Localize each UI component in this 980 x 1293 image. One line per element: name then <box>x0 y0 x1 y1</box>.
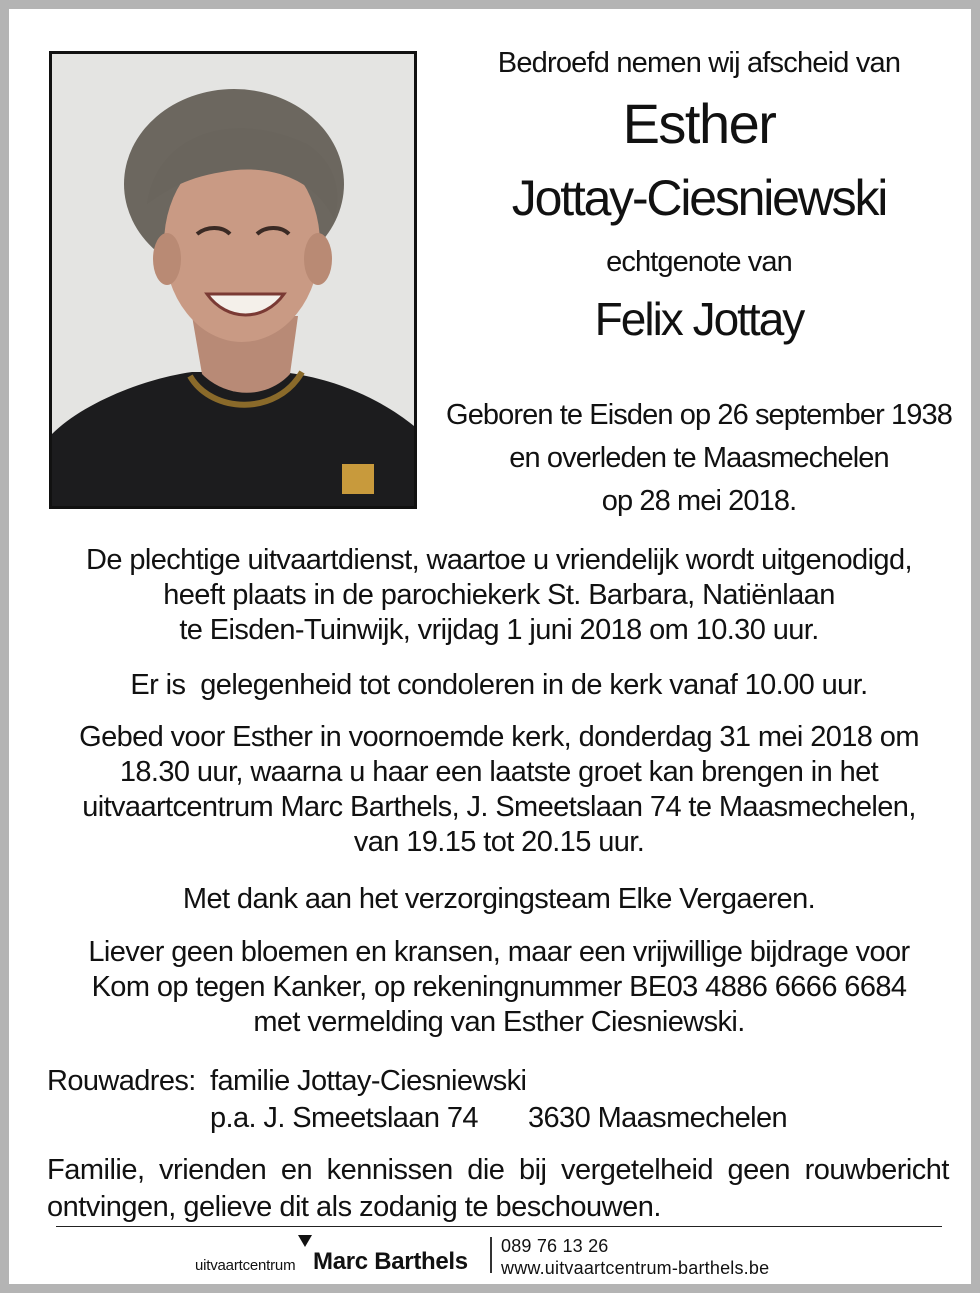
address-street: p.a. J. Smeetslaan 74 <box>210 1102 478 1134</box>
deceased-first-name: Esther <box>622 92 776 155</box>
condolences-paragraph <box>39 668 959 703</box>
birth-death-dates <box>439 394 959 523</box>
prayer-line: 18.30 uur, waarna u haar een laatste groet kan brengen in het <box>119 756 879 788</box>
service-line: De plechtige uitvaartdienst, waartoe u vriendelijk wordt uitgenodigd, <box>86 544 912 576</box>
logo-subtitle: uitvaartcentrum <box>195 1257 296 1274</box>
funeral-service-paragraph <box>39 543 959 648</box>
footer-divider <box>56 1226 942 1227</box>
footer-website: www.uitvaartcentrum-barthels.be <box>501 1258 770 1278</box>
address-label: Rouwadres: <box>47 1065 196 1097</box>
service-line: heeft plaats in de parochiekerk St. Barbara, Natiënlaan <box>163 579 835 611</box>
dates-line: en overleden te Maasmechelen <box>509 442 889 474</box>
donation-line: Kom op tegen Kanker, op rekeningnummer BE03 4886 6666 6684 <box>91 971 907 1003</box>
closing-paragraph <box>47 1152 949 1226</box>
prayer-paragraph <box>39 720 959 860</box>
dates-line: op 28 mei 2018. <box>601 485 797 517</box>
prayer-line: van 19.15 tot 20.15 uur. <box>353 826 645 858</box>
thanks-line: Met dank aan het verzorgingsteam Elke Vergaeren. <box>182 883 816 915</box>
spouse-intro: echtgenote van <box>606 246 792 278</box>
address-city: 3630 Maasmechelen <box>528 1102 788 1134</box>
logo-name: Marc Barthels <box>313 1248 468 1275</box>
spouse-name: Felix Jottay <box>594 293 804 345</box>
footer-phone: 089 76 13 26 <box>501 1236 609 1256</box>
deceased-surname: Jottay-Ciesniewski <box>511 170 887 226</box>
dates-line: Geboren te Eisden op 26 september 1938 <box>446 399 952 431</box>
prayer-line: uitvaartcentrum Marc Barthels, J. Smeetslaan 74 te Maasmechelen, <box>82 791 916 823</box>
condolences-line: Er is gelegenheid tot condoleren in de kerk vanaf 10.00 uur. <box>130 669 868 701</box>
donation-line: Liever geen bloemen en kransen, maar een vrijwillige bijdrage voor <box>88 936 910 968</box>
service-line: te Eisden-Tuinwijk, vrijdag 1 juni 2018 om 10.30 uur. <box>179 614 819 646</box>
portrait-photo <box>49 51 417 509</box>
closing-line: Familie, vrienden en kennissen die bij vergetelheid geen rouwbericht <box>47 1154 949 1186</box>
donation-paragraph <box>39 935 959 1040</box>
thanks-paragraph <box>39 882 959 917</box>
address-family: familie Jottay-Ciesniewski <box>210 1065 527 1097</box>
intro-text: Bedroefd nemen wij afscheid van <box>497 47 901 79</box>
footer-separator <box>490 1237 492 1273</box>
portrait-photo-icon <box>52 54 414 506</box>
footer-contact <box>501 1235 769 1279</box>
prayer-line: Gebed voor Esther in voornoemde kerk, donderdag 31 mei 2018 om <box>79 721 919 753</box>
logo-triangle-icon <box>298 1235 312 1247</box>
donation-line: met vermelding van Esther Ciesniewski. <box>253 1006 745 1038</box>
closing-line: ontvingen, gelieve dit als zodanig te beschouwen. <box>47 1191 661 1223</box>
